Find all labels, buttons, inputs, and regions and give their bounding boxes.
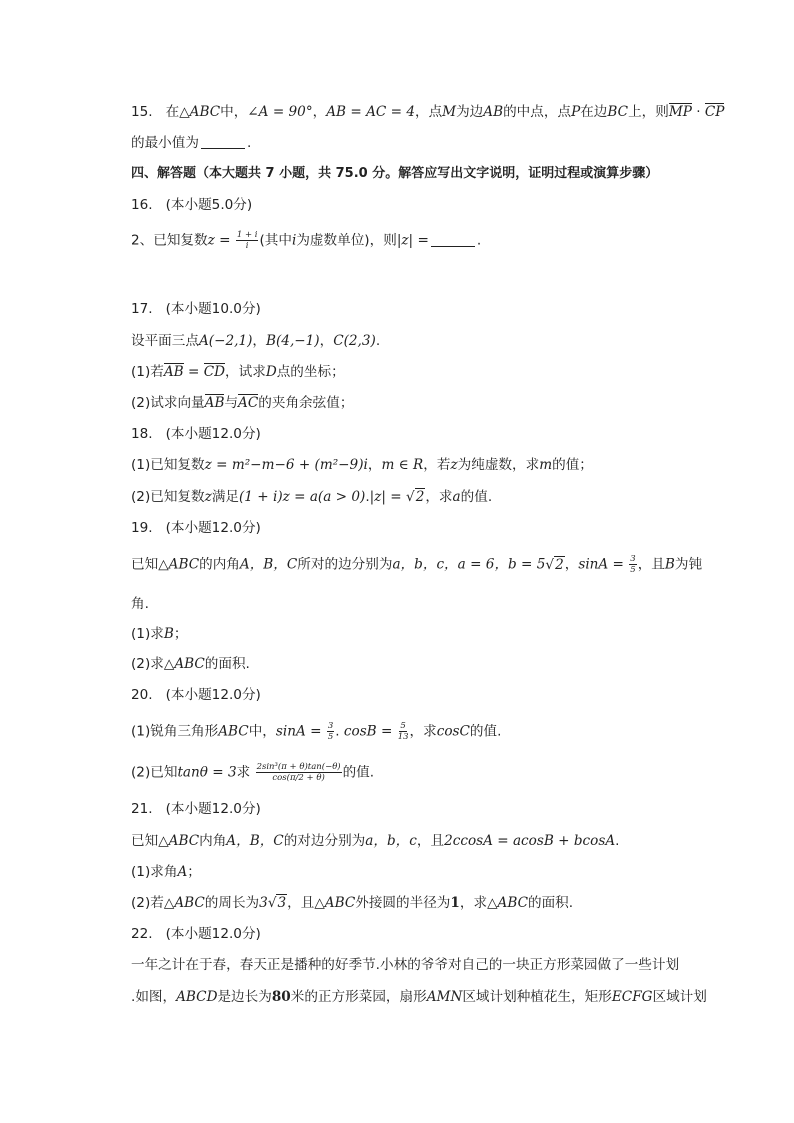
- radicand: 3: [277, 895, 287, 911]
- text: 与: [224, 395, 239, 411]
- numerator: 2sin³(π + θ)tan(−θ): [256, 762, 341, 772]
- text: (2)已知复数: [131, 489, 205, 505]
- math: A: [177, 864, 188, 880]
- points: (本小题12.0分): [165, 801, 261, 817]
- math: AB: [483, 104, 504, 120]
- text: .: [375, 333, 381, 349]
- q21-intro: [131, 831, 619, 851]
- answer-blank[interactable]: [201, 135, 245, 149]
- vector: AC: [238, 395, 259, 411]
- text: ，: [564, 556, 579, 573]
- text: 区域计划: [652, 989, 707, 1005]
- text: .: [365, 489, 370, 505]
- text: 点的坐标；: [276, 364, 345, 380]
- text: (2)试求向量: [131, 395, 205, 411]
- text: 的夹角余弦值；: [258, 395, 354, 411]
- question-number: 21.: [131, 801, 153, 817]
- math: M: [442, 104, 457, 120]
- text: 内角: [199, 833, 227, 849]
- math: cosB =: [343, 723, 393, 740]
- math: AB = AC = 4: [326, 104, 415, 120]
- math: z = m²−m−6 + (m²−9)i: [204, 457, 368, 473]
- text: 所对的边分别为: [297, 556, 393, 573]
- q18-header: [131, 424, 261, 444]
- answer-blank[interactable]: [431, 233, 475, 247]
- text: 的值.: [460, 489, 493, 505]
- question-number: 19.: [131, 520, 153, 536]
- text: (1)已知复数: [131, 457, 205, 473]
- text: 的面积.: [204, 656, 250, 672]
- math: △ABC: [158, 556, 200, 573]
- math: B(4,−1): [266, 333, 320, 349]
- text: .: [335, 723, 340, 740]
- numerator: 3: [630, 554, 636, 564]
- question-number: 20.: [131, 687, 153, 703]
- text: ，: [312, 104, 327, 120]
- text: ，且: [416, 833, 445, 849]
- fraction: [398, 721, 409, 742]
- math: △ABC: [158, 833, 200, 849]
- section-header: 四、解答题（本大题共 7 小题，共 75.0 分。解答应写出文字说明，证明过程或演算步骤）: [131, 166, 659, 181]
- q22-line2: [131, 987, 707, 1007]
- text: 设平面三点: [131, 333, 199, 349]
- math: 2ccosA = acosB + bcosA: [444, 833, 616, 849]
- text: 的值；: [552, 457, 593, 473]
- q21-part2: [131, 893, 573, 913]
- math: m: [539, 457, 553, 473]
- math: a，b，c: [365, 833, 417, 849]
- text: 中，: [220, 104, 248, 120]
- radicand: 2: [555, 556, 564, 573]
- q22-header: [131, 924, 261, 944]
- math: △ABC: [163, 656, 205, 672]
- text: 米的正方形菜园，扇形: [290, 989, 427, 1005]
- math: sinA =: [578, 556, 624, 573]
- text: (1)若: [131, 364, 164, 380]
- numerator: 3: [327, 721, 334, 731]
- q17-intro: [131, 331, 380, 351]
- math: B: [163, 626, 174, 642]
- math: cosC: [436, 723, 470, 740]
- q20-part1: [131, 721, 501, 742]
- text: 2、已知复数: [131, 232, 208, 249]
- math: z =: [207, 232, 231, 249]
- text: (其中: [259, 232, 292, 249]
- radicand: 2: [415, 489, 425, 505]
- text: ；: [187, 864, 201, 880]
- points: (本小题12.0分): [165, 926, 261, 942]
- question-number: 15.: [131, 104, 153, 120]
- math: C(2,3): [333, 333, 376, 349]
- math: 80: [271, 989, 291, 1005]
- math: |z| =: [369, 489, 407, 505]
- denominator: i: [245, 241, 249, 251]
- math: 1: [450, 895, 460, 911]
- text: 中，: [248, 723, 276, 740]
- q21-part1: [131, 862, 201, 882]
- text: 的面积.: [527, 895, 574, 911]
- text: ，求: [459, 895, 488, 911]
- math: P: [571, 104, 581, 120]
- math: a: [452, 489, 461, 505]
- question-number: 16.: [131, 197, 153, 213]
- math: i: [291, 232, 297, 249]
- text: 为虚数单位)，则: [296, 232, 397, 249]
- q20-part2: [131, 762, 374, 783]
- text: 的值.: [342, 764, 375, 781]
- text: 外接圆的半径为: [355, 895, 451, 911]
- points: (本小题12.0分): [165, 426, 261, 442]
- numerator: 5: [400, 721, 406, 731]
- text: ·: [691, 104, 705, 120]
- sqrt: √2: [545, 556, 564, 573]
- text: ；: [173, 626, 188, 642]
- text: .: [476, 232, 482, 249]
- math: 3: [259, 895, 268, 911]
- numerator: 1 + i: [236, 230, 258, 240]
- question-number: 22.: [131, 926, 153, 942]
- text: 已知: [131, 556, 159, 573]
- math: A，B，C: [239, 556, 298, 573]
- text: (1)锐角三角形: [131, 723, 219, 740]
- text: 满足: [211, 489, 239, 505]
- text: ，若: [423, 457, 451, 473]
- q19-intro: [131, 554, 702, 575]
- math: A(−2,1): [198, 333, 253, 349]
- vector: AB: [204, 395, 225, 411]
- q16-body: [131, 230, 481, 251]
- q19-header: [131, 518, 261, 538]
- text: (1)求角: [131, 864, 178, 880]
- text: 为边: [456, 104, 484, 120]
- math: BC: [607, 104, 629, 120]
- text: 求: [236, 764, 251, 781]
- text: 的中点，点: [503, 104, 572, 120]
- text: .: [246, 135, 252, 151]
- text: 是边长为: [217, 989, 272, 1005]
- math: AMN: [426, 989, 463, 1005]
- math: ∠A = 90°: [247, 104, 313, 120]
- text: (1)求: [131, 626, 164, 642]
- text: ，点: [414, 104, 443, 120]
- q19-part2: [131, 654, 250, 674]
- vector: MP: [668, 104, 692, 120]
- math: |z| =: [396, 232, 429, 249]
- text: ，且: [637, 556, 665, 573]
- fraction: [256, 762, 342, 783]
- math: =: [183, 364, 204, 380]
- text: 为纯虚数，求: [457, 457, 540, 473]
- q20-header: [131, 685, 261, 705]
- question-number: 17.: [131, 301, 153, 317]
- denominator: 13: [397, 732, 409, 742]
- text: (2)求: [131, 656, 164, 672]
- q15-line2: [131, 133, 251, 153]
- math: D: [265, 364, 277, 380]
- text: 已知: [131, 833, 159, 849]
- q19-part1: [131, 624, 187, 644]
- points: (本小题10.0分): [165, 301, 261, 317]
- math: △ABC: [314, 895, 356, 911]
- text: ，求: [425, 489, 453, 505]
- question-number: 18.: [131, 426, 153, 442]
- text: 的最小值为: [131, 135, 199, 151]
- q21-header: [131, 799, 261, 819]
- text: (2)已知: [131, 764, 178, 781]
- math: ABCD: [176, 989, 218, 1005]
- denominator: cos(π/2 + θ): [272, 773, 325, 783]
- math: △ABC: [179, 104, 221, 120]
- text: ，求: [409, 723, 437, 740]
- math: ABC: [218, 723, 249, 740]
- vector: CP: [704, 104, 725, 120]
- text: (2)若: [131, 895, 164, 911]
- math: z: [450, 457, 458, 473]
- text: 为钝: [674, 556, 703, 573]
- q22-line1: 一年之计在于春，春天正是播种的好季节.小林的爷爷对自己的一块正方形菜园做了一些计划: [131, 957, 680, 973]
- fraction: [629, 554, 636, 575]
- vector: AB: [163, 364, 184, 380]
- points: (本小题12.0分): [165, 687, 261, 703]
- sqrt: √2: [406, 489, 425, 505]
- text: ，试求: [225, 364, 266, 380]
- text: 上，则: [628, 104, 669, 120]
- sqrt: √3: [267, 895, 287, 911]
- text: ，: [252, 333, 266, 349]
- text: 在边: [580, 104, 608, 120]
- q15-line1: [131, 102, 724, 122]
- fraction: [236, 230, 259, 251]
- math: B: [664, 556, 675, 573]
- q17-header: [131, 299, 261, 319]
- denominator: 5: [327, 732, 334, 742]
- q17-part1: [131, 362, 345, 382]
- math: z: [204, 489, 212, 505]
- math: tanθ = 3: [177, 764, 237, 781]
- points: (本小题5.0分): [165, 197, 253, 213]
- math: ECFG: [611, 989, 653, 1005]
- text: ，且: [287, 895, 315, 911]
- text: ，: [367, 457, 382, 473]
- text: .: [615, 833, 620, 849]
- q18-part2: [131, 487, 492, 507]
- q19-line2: 角.: [131, 596, 149, 612]
- math: a，b，c，a = 6，b = 5: [392, 556, 546, 573]
- text: 区域计划种植花生，矩形: [462, 989, 612, 1005]
- text: 的内角: [199, 556, 240, 573]
- math: A，B，C: [226, 833, 284, 849]
- text: ，: [319, 333, 334, 349]
- text: 的对边分别为: [283, 833, 366, 849]
- vector: CD: [203, 364, 226, 380]
- math: △ABC: [487, 895, 528, 911]
- fraction: [327, 721, 334, 742]
- denominator: 5: [630, 565, 636, 575]
- math: m ∈ R: [381, 457, 424, 473]
- points: (本小题12.0分): [165, 520, 261, 536]
- q16-header: [131, 195, 252, 215]
- q17-part2: [131, 393, 353, 413]
- text: 的值.: [469, 723, 502, 740]
- text: 的周长为: [204, 895, 260, 911]
- math: △ABC: [163, 895, 205, 911]
- math: sinA =: [275, 723, 322, 740]
- text: .如图，: [131, 989, 177, 1005]
- q18-part1: [131, 455, 593, 475]
- text: 在: [165, 104, 180, 120]
- math: (1 + i)z = a(a > 0): [239, 489, 366, 505]
